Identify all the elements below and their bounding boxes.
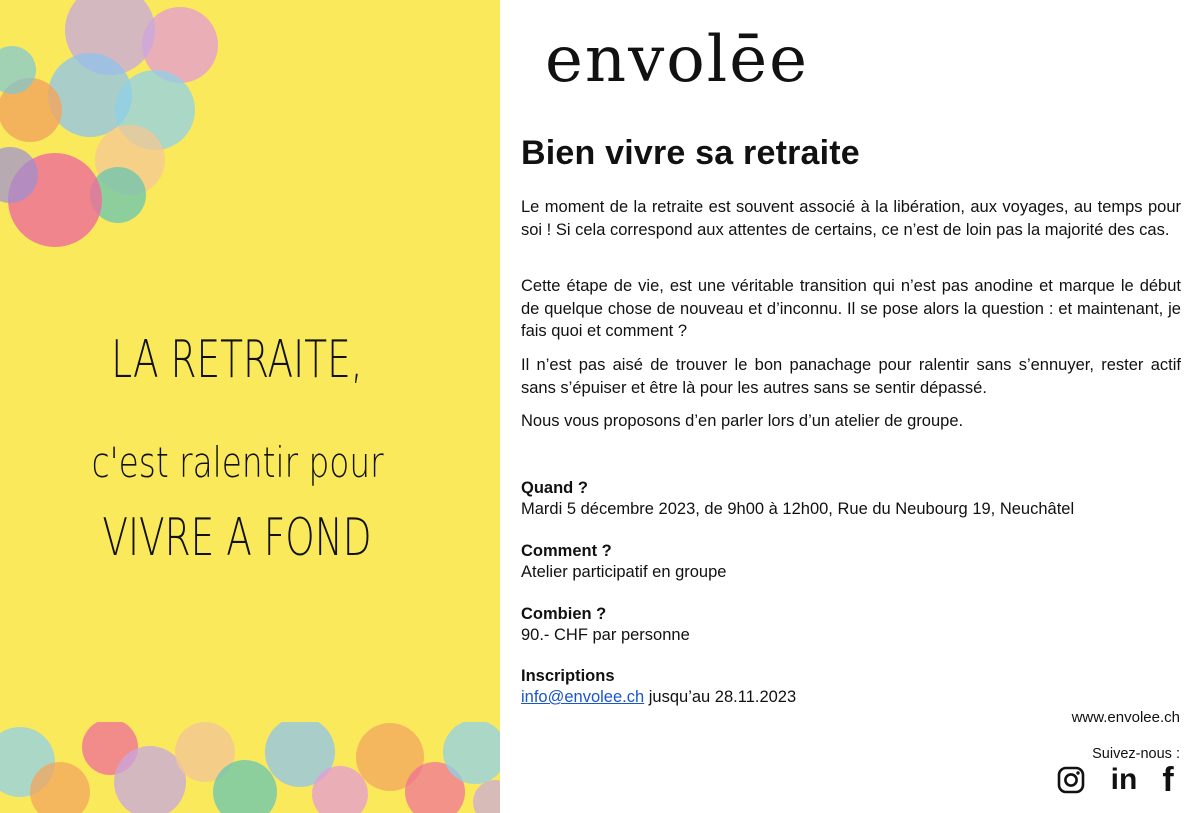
registration-label: Inscriptions	[521, 667, 615, 685]
how-label: Comment ?	[521, 542, 612, 560]
when-value: Mardi 5 décembre 2023, de 9h00 à 12h00, Rue du Neubourg 19, Neuchâtel	[521, 500, 1075, 518]
poster-panel	[0, 0, 500, 813]
watercolor-circles-top	[0, 0, 230, 260]
instagram-icon[interactable]	[1056, 764, 1086, 796]
when-label: Quand ?	[521, 479, 588, 497]
intro-paragraph-1: Le moment de la retraite est souvent associé à la libération, aux voyages, au temps pour soi ! Si cela correspond aux attentes de certains, ce n’est de loin pas la majorité des cas.	[521, 198, 1181, 239]
price-value: 90.- CHF par personne	[521, 626, 690, 644]
intro-paragraph-4: Nous vous proposons d’en parler lors d’un atelier de groupe.	[521, 412, 964, 430]
how-value: Atelier participatif en groupe	[521, 563, 727, 581]
watercolor-circles-bottom	[0, 722, 500, 813]
facebook-icon[interactable]: f	[1162, 760, 1174, 799]
linkedin-icon[interactable]: in	[1110, 763, 1138, 796]
registration-deadline: jusqu’au 28.11.2023	[644, 688, 797, 706]
slogan-line-1: LA RETRAITE,	[111, 330, 363, 390]
envolee-logo: envolēe	[545, 23, 809, 97]
follow-us-label: Suivez-nous :	[1092, 746, 1180, 762]
intro-paragraph-3: Il n’est pas aisé de trouver le bon panachage pour ralentir sans s’ennuyer, rester actif sans s’épuiser et être là pour les autres sans se sentir dépassé.	[521, 356, 1181, 397]
registration-email-link[interactable]: info@envolee.ch	[521, 688, 645, 706]
slogan-line-3: VIVRE A FOND	[102, 508, 372, 568]
website-link[interactable]: www.envolee.ch	[1071, 709, 1180, 726]
page-title: Bien vivre sa retraite	[521, 134, 860, 172]
price-label: Combien ?	[521, 605, 607, 623]
intro-paragraph-2: Cette étape de vie, est une véritable transition qui n’est pas anodine et marque le début de quelque chose de nouveau et d’inconnu. Il se pose alors la question : et maintenant, je fais quoi et comment ?	[521, 277, 1181, 340]
slogan-line-2: c'est ralentir pour	[91, 438, 384, 487]
registration-line	[521, 688, 796, 707]
